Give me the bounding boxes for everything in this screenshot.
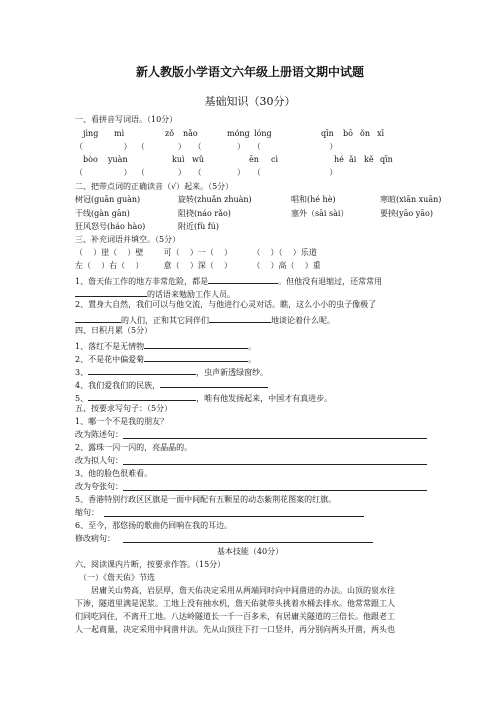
q3-sentence1-cont <box>75 288 235 299</box>
q3-s2-part2: 的人们，正和其它同伴们 <box>121 316 209 325</box>
q5-s3-rewrite-label: 改为夸张句： <box>75 482 123 491</box>
q1-answer-brackets-1: （ ） （ ） （ ） （ ） <box>75 142 338 151</box>
q3-heading: 三、补充词语并填空。（5分） <box>75 235 181 244</box>
passage-line: 居庸关山势高，岩层厚，詹天佑决定采用从两端同时向中间凿进的办法。山顶的泉水往 <box>91 586 395 595</box>
q4-line5 <box>75 392 332 403</box>
answer-line[interactable] <box>104 516 364 517</box>
pinyin: kuì <box>172 155 185 164</box>
pinyin: yuàn <box>108 155 128 164</box>
pinyin: móng <box>227 129 250 138</box>
pinyin: jìng <box>83 129 99 138</box>
pinyin: lóng <box>254 129 272 138</box>
q4-line2 <box>75 353 256 364</box>
fill-blank[interactable] <box>208 275 278 284</box>
fill-blank[interactable] <box>160 379 268 388</box>
q4-l5-text: ，唯有他发扬起来，中国才有真进步。 <box>196 394 333 403</box>
q5-s2: 2、露珠一闪一闪的，亮晶晶的。 <box>75 443 193 452</box>
pinyin: zǒ <box>165 129 175 138</box>
q4-l1-end: 。 <box>248 342 257 351</box>
q6-heading: 六、阅读课内片断，按要求作答。（15分） <box>75 560 226 569</box>
pinyin: qīn <box>321 129 334 138</box>
section-basic-heading: 基础知识（30分） <box>204 95 296 108</box>
pinyin: kě <box>364 155 374 164</box>
pinyin: xī <box>377 129 385 138</box>
reading-option[interactable]: 树冠(guān guàn) <box>75 195 141 204</box>
fill-blank[interactable] <box>209 314 271 323</box>
pinyin: bō <box>343 129 353 138</box>
passage-line: 们同吃同住，不离开工地。八达岭隧道长一千一百多米，有居庸关隧道的三倍长。他跟老工 <box>75 612 395 621</box>
q4-l2-text: 2、不是花中偏爱菊 <box>75 355 145 364</box>
pinyin: nǎo <box>183 129 198 138</box>
q5-s1-rewrite-label: 改为陈述句： <box>75 430 123 439</box>
q3-sentence2-cont <box>75 314 335 325</box>
pinyin: qīn <box>380 155 393 164</box>
fill-blank[interactable] <box>75 288 147 297</box>
fill-blank[interactable] <box>88 366 196 375</box>
passage-line: 人一起商量，决定采用中间凿井法。先从山顶往下打一口竖井，再分别向两头开凿，两头也 <box>75 625 395 634</box>
q4-l5-prefix: 5、 <box>75 394 89 403</box>
answer-line[interactable] <box>123 490 427 491</box>
q6-subheading: （一）《詹天佑》节选 <box>79 573 155 582</box>
reading-option[interactable]: 干线(gàn gān) <box>75 209 130 218</box>
q3-idiom-row2: 左（ ）右（ ） 意（ ）深（ ） （ ）高（ ）重 <box>75 261 321 270</box>
answer-line[interactable] <box>123 438 427 439</box>
section-skill-heading: 基本技能（40分） <box>216 547 284 556</box>
q4-line1 <box>75 340 256 351</box>
reading-option[interactable]: 要挟(yāo yāo) <box>380 209 433 218</box>
q5-s5: 6、至今，那悠扬的歌曲仍回响在我的耳边。 <box>75 521 233 530</box>
q3-s1-part2: 。但他没有退缩过，还常常用 <box>278 277 383 286</box>
q5-s4-rewrite-label: 缩句： <box>75 508 99 517</box>
q4-line4 <box>75 379 268 390</box>
fill-blank[interactable] <box>144 353 248 362</box>
q4-l1-text: 1、落红不是无情物 <box>75 342 145 351</box>
q5-s1: 1、哪一个不是我的朋友？ <box>75 417 169 426</box>
reading-option[interactable]: 狂风怒号(háo hào) <box>75 222 146 231</box>
q1-answer-brackets-2: （ ） （ ） （ ） （ ） <box>75 168 338 177</box>
q3-s2-part3: 地谈论着什么呢。 <box>271 316 335 325</box>
q5-s3: 3、他的脸色很难看。 <box>75 469 153 478</box>
q4-heading: 四、日积月累（5分） <box>75 326 153 335</box>
q3-s1-part1: 1、詹天佑工作的地方非常危险，都是 <box>75 277 209 286</box>
fill-blank[interactable] <box>88 392 196 401</box>
q3-sentence1 <box>75 275 382 286</box>
pinyin: ǎi <box>349 155 357 164</box>
q4-line3 <box>75 366 268 377</box>
q4-l3-text: ，虫声新透绿窗纱。 <box>196 368 269 377</box>
reading-option[interactable]: 塞外（sāi sài） <box>291 209 349 218</box>
pinyin: mì <box>114 129 125 138</box>
q3-idiom-row1: （ ）崖（ ）壁 可（ ）一（ ） （ ）（ ）乐道 <box>75 248 317 257</box>
pinyin: wǔ <box>192 155 204 164</box>
q5-s2-rewrite-label: 改为拟人句： <box>75 456 123 465</box>
q3-s1-part3: 的话语来勉励工作人员。 <box>147 290 235 299</box>
q4-l4-text: 4、我们爱我们的民族， <box>75 381 161 390</box>
answer-line[interactable] <box>123 464 427 465</box>
q1-heading: 一、看拼音写词语。（10分） <box>75 115 178 124</box>
reading-option[interactable]: 旋转(zhuǎn zhuàn) <box>178 195 252 204</box>
pinyin: ǒn <box>360 129 370 138</box>
q4-l3-prefix: 3、 <box>75 368 89 377</box>
pinyin: ēn <box>249 155 259 164</box>
reading-option[interactable]: 附近(fù fú) <box>178 222 220 231</box>
q5-s5-rewrite-label: 修改病句： <box>75 534 115 543</box>
pinyin: hé <box>334 155 344 164</box>
fill-blank[interactable] <box>75 314 121 323</box>
reading-option[interactable]: 阻挠(náo rǎo) <box>178 209 231 218</box>
passage-line: 下渗，隧道里满是泥浆。工地上没有抽水机，詹天佑就带头挑着水桶去排水。他常常跟工人 <box>75 599 395 608</box>
q5-s4: 5、香港特别行政区区旗是一面中间配有五颗星的动态紫荆花图案的红旗。 <box>75 495 337 504</box>
reading-option[interactable]: 唱和(hé hè) <box>291 195 336 204</box>
q4-l2-end: 。 <box>248 355 257 364</box>
reading-option[interactable]: 寒暄(xiān xuān) <box>380 195 442 204</box>
pinyin: bòo <box>83 155 98 164</box>
q2-heading: 二、把带点词的正确读音（√）起来。（5分） <box>75 182 234 191</box>
q3-sentence2: 2、置身大自然，我们可以与他交流，与他进行心灵对话。瞧，这么小小的虫子像极了 <box>75 300 377 309</box>
answer-line[interactable] <box>123 542 373 543</box>
q5-heading: 五、按要求写句子：（5分） <box>75 404 173 413</box>
fill-blank[interactable] <box>144 340 248 349</box>
pinyin: cì <box>271 155 279 164</box>
exam-title: 新人教版小学语文六年级上册语文期中试题 <box>135 65 364 79</box>
